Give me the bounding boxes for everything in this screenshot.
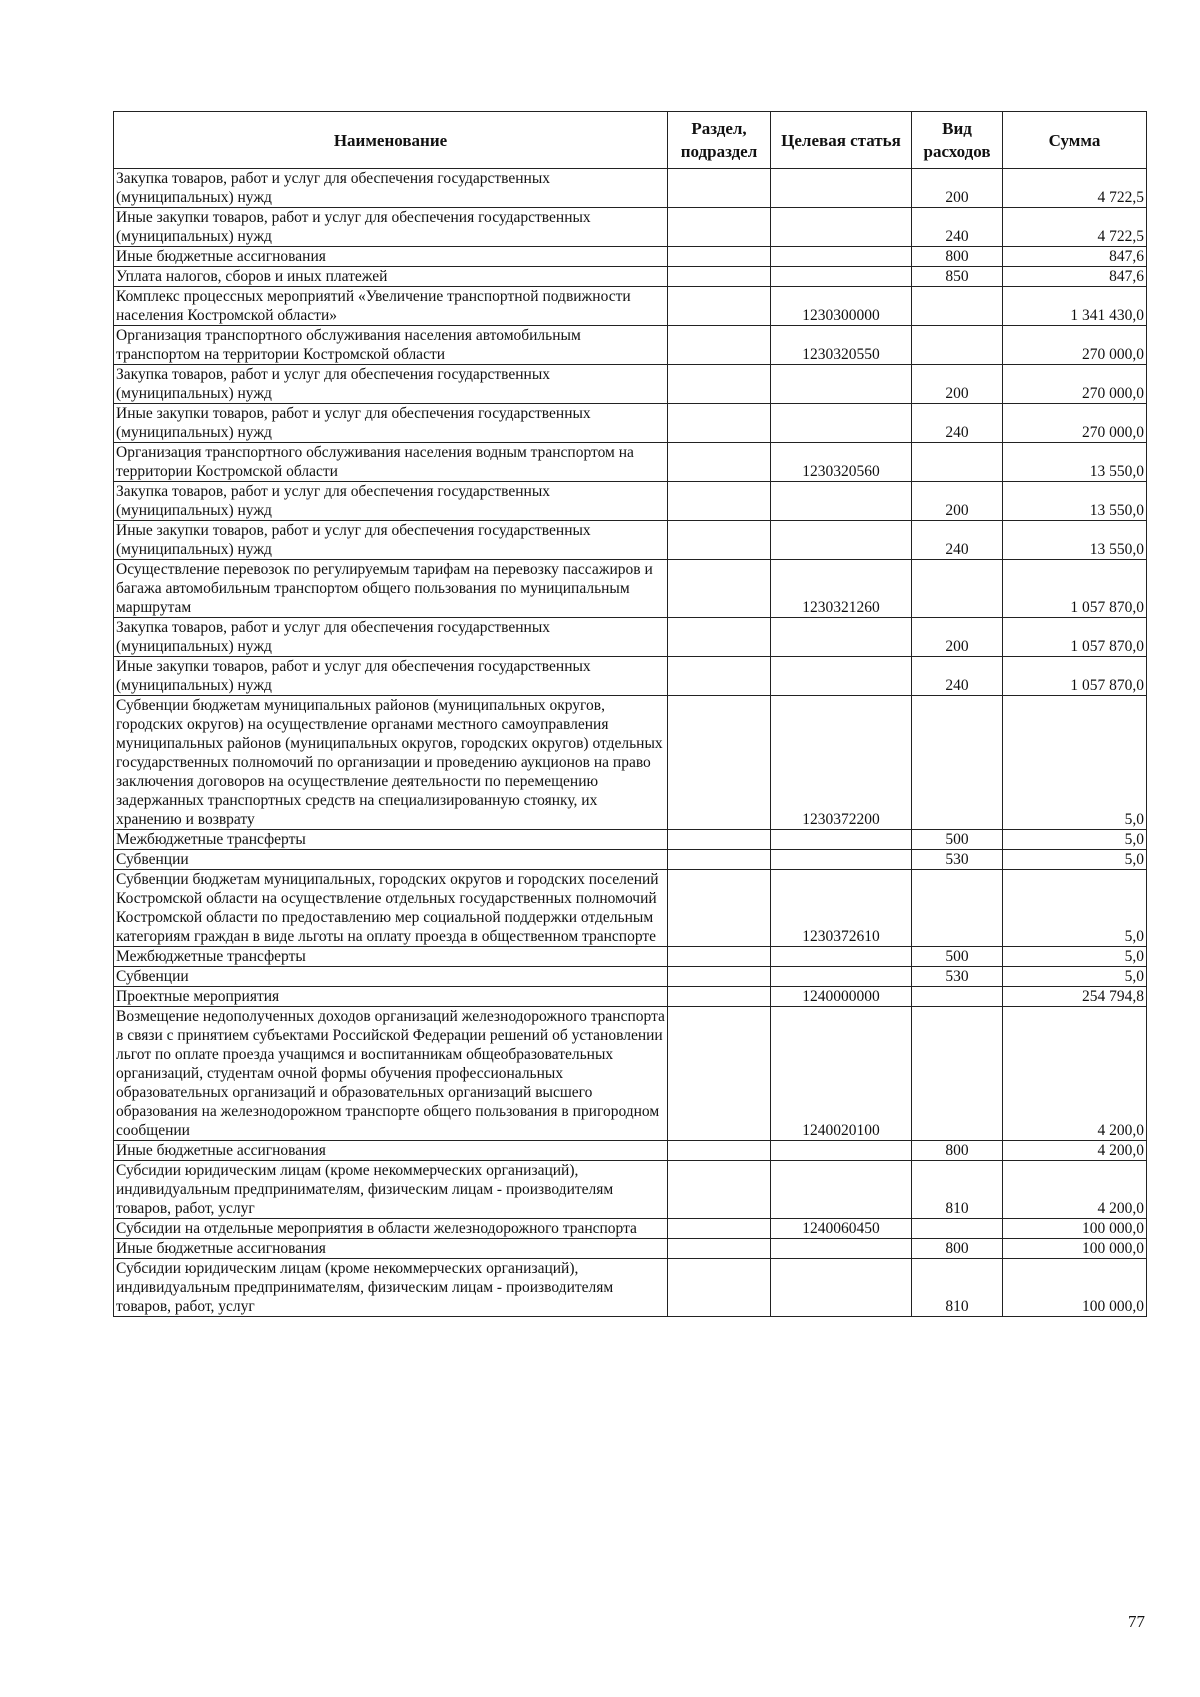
table-row — [114, 482, 1147, 521]
table-row — [114, 1141, 1147, 1161]
cell-name: Субвенции бюджетам муниципальных, городских округов и городских поселений Костромской области на осуществление отдельных государственных полномочий Костромской области по предоставлению мер социальной поддержки отдельным категориям граждан в виде льготы на оплату проезда в общественном транспорте — [114, 870, 668, 947]
cell-sum: 5,0 — [1003, 947, 1147, 967]
table-row — [114, 1219, 1147, 1239]
cell-section — [668, 1141, 771, 1161]
cell-sum: 5,0 — [1003, 830, 1147, 850]
cell-target — [771, 521, 912, 560]
cell-section — [668, 850, 771, 870]
table-row — [114, 870, 1147, 947]
cell-type: 810 — [912, 1161, 1003, 1219]
table-row — [114, 830, 1147, 850]
cell-name: Иные закупки товаров, работ и услуг для обеспечения государственных (муниципальных) нужд — [114, 521, 668, 560]
cell-type: 500 — [912, 947, 1003, 967]
cell-name: Закупка товаров, работ и услуг для обеспечения государственных (муниципальных) нужд — [114, 482, 668, 521]
cell-sum: 5,0 — [1003, 967, 1147, 987]
cell-name: Субсидии на отдельные мероприятия в области железнодорожного транспорта — [114, 1219, 668, 1239]
cell-section — [668, 169, 771, 208]
cell-target — [771, 1141, 912, 1161]
cell-type — [912, 1219, 1003, 1239]
cell-section — [668, 1161, 771, 1219]
header-name: Наименование — [114, 112, 668, 169]
cell-target: 1240060450 — [771, 1219, 912, 1239]
cell-type: 200 — [912, 169, 1003, 208]
header-type: Вид расходов — [912, 112, 1003, 169]
cell-target — [771, 1259, 912, 1317]
cell-name: Комплекс процессных мероприятий «Увеличение транспортной подвижности населения Костромской области» — [114, 287, 668, 326]
cell-name: Возмещение недополученных доходов организаций железнодорожного транспорта в связи с принятием субъектами Российской Федерации решений об установлении льгот по оплате проезда учащимся и воспитанникам общеобразовательных организаций, студентам очной формы обучения профессиональных образовательных организаций и образовательных организаций высшего образования на железнодорожном транспорте общего пользования в пригородном сообщении — [114, 1007, 668, 1141]
table-row — [114, 850, 1147, 870]
cell-section — [668, 657, 771, 696]
table-row — [114, 521, 1147, 560]
cell-target — [771, 1239, 912, 1259]
cell-name: Иные закупки товаров, работ и услуг для обеспечения государственных (муниципальных) нужд — [114, 208, 668, 247]
cell-section — [668, 947, 771, 967]
cell-name: Иные бюджетные ассигнования — [114, 247, 668, 267]
cell-sum: 847,6 — [1003, 247, 1147, 267]
table-row — [114, 247, 1147, 267]
cell-sum: 270 000,0 — [1003, 326, 1147, 365]
table-row — [114, 618, 1147, 657]
budget-table — [113, 111, 1147, 1317]
page-number: 77 — [1128, 1612, 1145, 1631]
table-row — [114, 1259, 1147, 1317]
cell-type — [912, 443, 1003, 482]
cell-section — [668, 696, 771, 830]
cell-name: Организация транспортного обслуживания населения водным транспортом на территории Костромской области — [114, 443, 668, 482]
cell-section — [668, 830, 771, 850]
cell-type: 530 — [912, 967, 1003, 987]
cell-target — [771, 482, 912, 521]
cell-type: 500 — [912, 830, 1003, 850]
cell-type: 200 — [912, 365, 1003, 404]
table-row — [114, 560, 1147, 618]
cell-sum: 100 000,0 — [1003, 1219, 1147, 1239]
table-row — [114, 169, 1147, 208]
cell-type: 800 — [912, 247, 1003, 267]
cell-sum: 5,0 — [1003, 696, 1147, 830]
cell-sum: 270 000,0 — [1003, 365, 1147, 404]
cell-sum: 4 722,5 — [1003, 208, 1147, 247]
cell-sum: 13 550,0 — [1003, 482, 1147, 521]
table-row — [114, 443, 1147, 482]
cell-sum: 4 200,0 — [1003, 1161, 1147, 1219]
cell-target: 1240000000 — [771, 987, 912, 1007]
cell-type — [912, 1007, 1003, 1141]
header-sum: Сумма — [1003, 112, 1147, 169]
cell-sum: 1 057 870,0 — [1003, 657, 1147, 696]
cell-target: 1230320560 — [771, 443, 912, 482]
cell-sum: 5,0 — [1003, 870, 1147, 947]
cell-section — [668, 443, 771, 482]
cell-type — [912, 987, 1003, 1007]
header-target: Целевая статья — [771, 112, 912, 169]
cell-target: 1230321260 — [771, 560, 912, 618]
table-row — [114, 208, 1147, 247]
cell-target — [771, 365, 912, 404]
cell-type: 240 — [912, 657, 1003, 696]
table-row — [114, 947, 1147, 967]
cell-name: Закупка товаров, работ и услуг для обеспечения государственных (муниципальных) нужд — [114, 169, 668, 208]
cell-type: 800 — [912, 1141, 1003, 1161]
table-header-row — [114, 112, 1147, 169]
cell-section — [668, 1007, 771, 1141]
cell-target — [771, 267, 912, 287]
cell-sum: 1 057 870,0 — [1003, 560, 1147, 618]
cell-type: 800 — [912, 1239, 1003, 1259]
cell-name: Иные бюджетные ассигнования — [114, 1141, 668, 1161]
cell-sum: 270 000,0 — [1003, 404, 1147, 443]
cell-sum: 5,0 — [1003, 850, 1147, 870]
cell-type — [912, 696, 1003, 830]
cell-section — [668, 365, 771, 404]
cell-target: 1230300000 — [771, 287, 912, 326]
cell-section — [668, 287, 771, 326]
cell-type: 240 — [912, 208, 1003, 247]
cell-target: 1230320550 — [771, 326, 912, 365]
cell-section — [668, 618, 771, 657]
table-row — [114, 326, 1147, 365]
cell-name: Субсидии юридическим лицам (кроме некоммерческих организаций), индивидуальным предпринимателям, физическим лицам - производителям товаров, работ, услуг — [114, 1161, 668, 1219]
cell-type: 850 — [912, 267, 1003, 287]
table-row — [114, 267, 1147, 287]
cell-target — [771, 208, 912, 247]
cell-target — [771, 947, 912, 967]
cell-target — [771, 404, 912, 443]
cell-section — [668, 987, 771, 1007]
cell-name: Осуществление перевозок по регулируемым тарифам на перевозку пассажиров и багажа автомобильным транспортом общего пользования по муниципальным маршрутам — [114, 560, 668, 618]
table-row — [114, 1007, 1147, 1141]
table-row — [114, 1161, 1147, 1219]
cell-sum: 100 000,0 — [1003, 1239, 1147, 1259]
cell-type — [912, 560, 1003, 618]
cell-target: 1230372200 — [771, 696, 912, 830]
cell-sum: 847,6 — [1003, 267, 1147, 287]
cell-name: Проектные мероприятия — [114, 987, 668, 1007]
cell-target — [771, 830, 912, 850]
cell-target — [771, 618, 912, 657]
table-row — [114, 987, 1147, 1007]
cell-section — [668, 404, 771, 443]
cell-sum: 1 057 870,0 — [1003, 618, 1147, 657]
cell-name: Субвенции — [114, 967, 668, 987]
cell-type — [912, 870, 1003, 947]
cell-sum: 100 000,0 — [1003, 1259, 1147, 1317]
cell-type: 240 — [912, 521, 1003, 560]
cell-target — [771, 247, 912, 267]
table-row — [114, 967, 1147, 987]
cell-sum: 4 722,5 — [1003, 169, 1147, 208]
cell-section — [668, 967, 771, 987]
cell-name: Закупка товаров, работ и услуг для обеспечения государственных (муниципальных) нужд — [114, 365, 668, 404]
cell-name: Субвенции бюджетам муниципальных районов (муниципальных округов, городских округов) на осуществление органами местного самоуправления муниципальных районов (муниципальных округов, городских округов) отдельных государственных полномочий по организации и проведению аукционов на право заключения договоров на осуществление деятельности по перемещению задержанных транспортных средств на специализированную стоянку, их хранению и возврату — [114, 696, 668, 830]
header-section: Раздел, подраздел — [668, 112, 771, 169]
cell-section — [668, 1259, 771, 1317]
cell-name: Субвенции — [114, 850, 668, 870]
cell-target: 1230372610 — [771, 870, 912, 947]
cell-type — [912, 326, 1003, 365]
cell-target — [771, 967, 912, 987]
cell-type: 530 — [912, 850, 1003, 870]
cell-section — [668, 1239, 771, 1259]
table-row — [114, 287, 1147, 326]
cell-type: 200 — [912, 618, 1003, 657]
cell-name: Иные бюджетные ассигнования — [114, 1239, 668, 1259]
cell-name: Иные закупки товаров, работ и услуг для обеспечения государственных (муниципальных) нужд — [114, 657, 668, 696]
cell-sum: 4 200,0 — [1003, 1007, 1147, 1141]
cell-name: Организация транспортного обслуживания населения автомобильным транспортом на территории Костромской области — [114, 326, 668, 365]
cell-section — [668, 208, 771, 247]
cell-section — [668, 560, 771, 618]
cell-target — [771, 657, 912, 696]
table-row — [114, 696, 1147, 830]
cell-name: Иные закупки товаров, работ и услуг для обеспечения государственных (муниципальных) нужд — [114, 404, 668, 443]
cell-target — [771, 850, 912, 870]
cell-type: 810 — [912, 1259, 1003, 1317]
cell-name: Межбюджетные трансферты — [114, 947, 668, 967]
cell-name: Субсидии юридическим лицам (кроме некоммерческих организаций), индивидуальным предпринимателям, физическим лицам - производителям товаров, работ, услуг — [114, 1259, 668, 1317]
cell-target — [771, 169, 912, 208]
cell-name: Уплата налогов, сборов и иных платежей — [114, 267, 668, 287]
cell-type: 200 — [912, 482, 1003, 521]
cell-sum: 13 550,0 — [1003, 521, 1147, 560]
cell-sum: 1 341 430,0 — [1003, 287, 1147, 326]
table-row — [114, 657, 1147, 696]
cell-target — [771, 1161, 912, 1219]
cell-section — [668, 870, 771, 947]
cell-section — [668, 326, 771, 365]
cell-sum: 4 200,0 — [1003, 1141, 1147, 1161]
cell-type — [912, 287, 1003, 326]
cell-section — [668, 1219, 771, 1239]
cell-sum: 13 550,0 — [1003, 443, 1147, 482]
cell-target: 1240020100 — [771, 1007, 912, 1141]
table-row — [114, 404, 1147, 443]
table-row — [114, 365, 1147, 404]
cell-name: Межбюджетные трансферты — [114, 830, 668, 850]
cell-sum: 254 794,8 — [1003, 987, 1147, 1007]
cell-section — [668, 247, 771, 267]
cell-type: 240 — [912, 404, 1003, 443]
cell-section — [668, 267, 771, 287]
cell-section — [668, 521, 771, 560]
cell-name: Закупка товаров, работ и услуг для обеспечения государственных (муниципальных) нужд — [114, 618, 668, 657]
cell-section — [668, 482, 771, 521]
table-body — [114, 169, 1147, 1317]
table-row — [114, 1239, 1147, 1259]
